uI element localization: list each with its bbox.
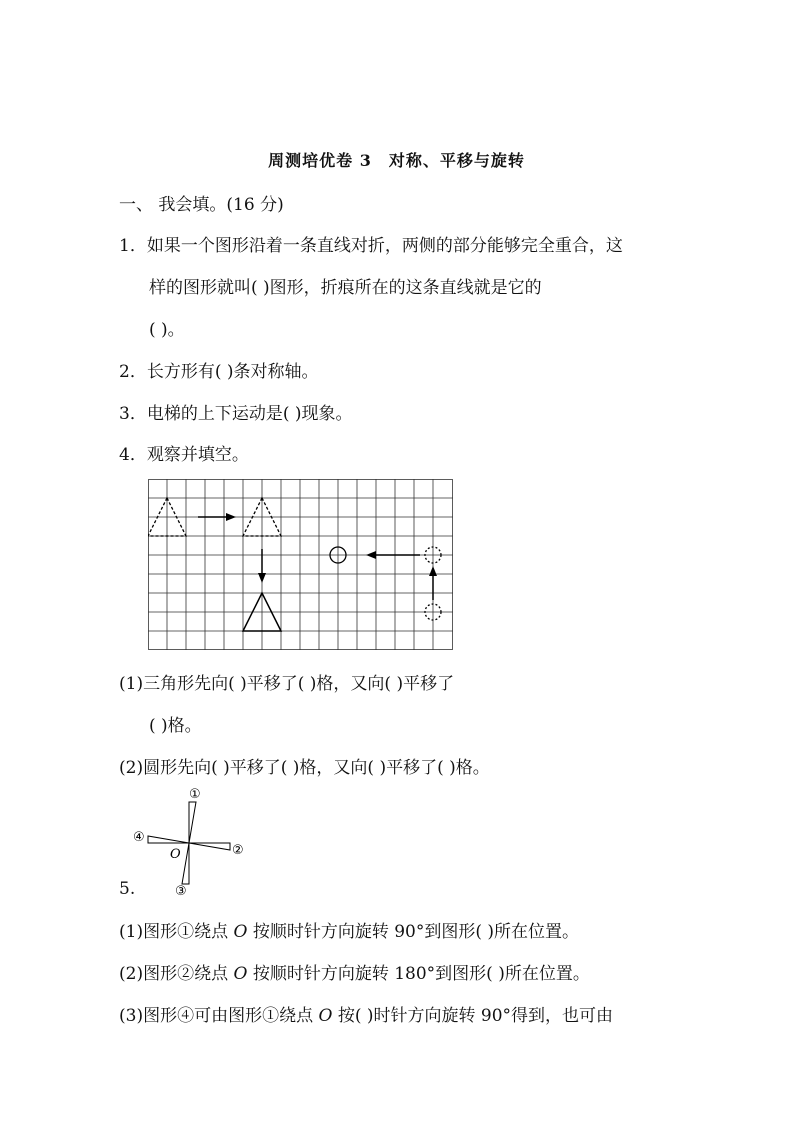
q5-sub3: (3)图形④可由图形①绕点 O 按( )时针方向旋转 90°得到，也可由	[119, 1006, 614, 1026]
q4-sub1-line1: (1)三角形先向( )平移了( )格，又向( )平移了	[119, 674, 455, 694]
label-fig1: ①	[189, 787, 201, 802]
arrow-left-head	[366, 551, 376, 559]
q2-text: 2．长方形有( )条对称轴。	[119, 362, 319, 382]
q5-sub1: (1)图形①绕点 O 按顺时针方向旋转 90°到图形( )所在位置。	[119, 922, 580, 942]
arrow-up-head	[429, 566, 437, 576]
figure-2-triangle	[189, 843, 230, 850]
translation-grid-figure	[148, 479, 454, 651]
label-fig3: ③	[175, 884, 187, 897]
q1-line2: 样的图形就叫( )图形，折痕所在的这条直线就是它的	[149, 278, 542, 298]
page-title: 周测培优卷 3 对称、平移与旋转	[268, 151, 525, 170]
q4-text: 4．观察并填空。	[119, 445, 249, 465]
section-heading: 一、 我会填。(16 分)	[119, 195, 284, 215]
label-fig2: ②	[232, 843, 244, 858]
q1-line3: ( )。	[149, 320, 185, 340]
q1-line1: 1．如果一个图形沿着一条直线对折，两侧的部分能够完全重合，这	[119, 236, 623, 256]
figure-1-triangle	[189, 802, 196, 843]
rotation-figure	[128, 785, 253, 897]
figure-4-triangle	[148, 836, 189, 843]
q4-sub2: (2)圆形先向( )平移了( )格，又向( )平移了( )格。	[119, 758, 490, 778]
label-center-o: O	[170, 847, 181, 862]
arrow-right-head	[226, 513, 236, 521]
q4-sub1-line2: ( )格。	[149, 716, 202, 736]
label-fig4: ④	[133, 830, 145, 845]
q5-sub2: (2)图形②绕点 O 按顺时针方向旋转 180°到图形( )所在位置。	[119, 964, 590, 984]
grid-lines	[148, 479, 453, 650]
arrow-down-head	[258, 573, 266, 583]
q5-number: 5.	[119, 879, 136, 899]
figure-3-triangle	[182, 843, 189, 884]
q3-text: 3．电梯的上下运动是( )现象。	[119, 404, 353, 424]
